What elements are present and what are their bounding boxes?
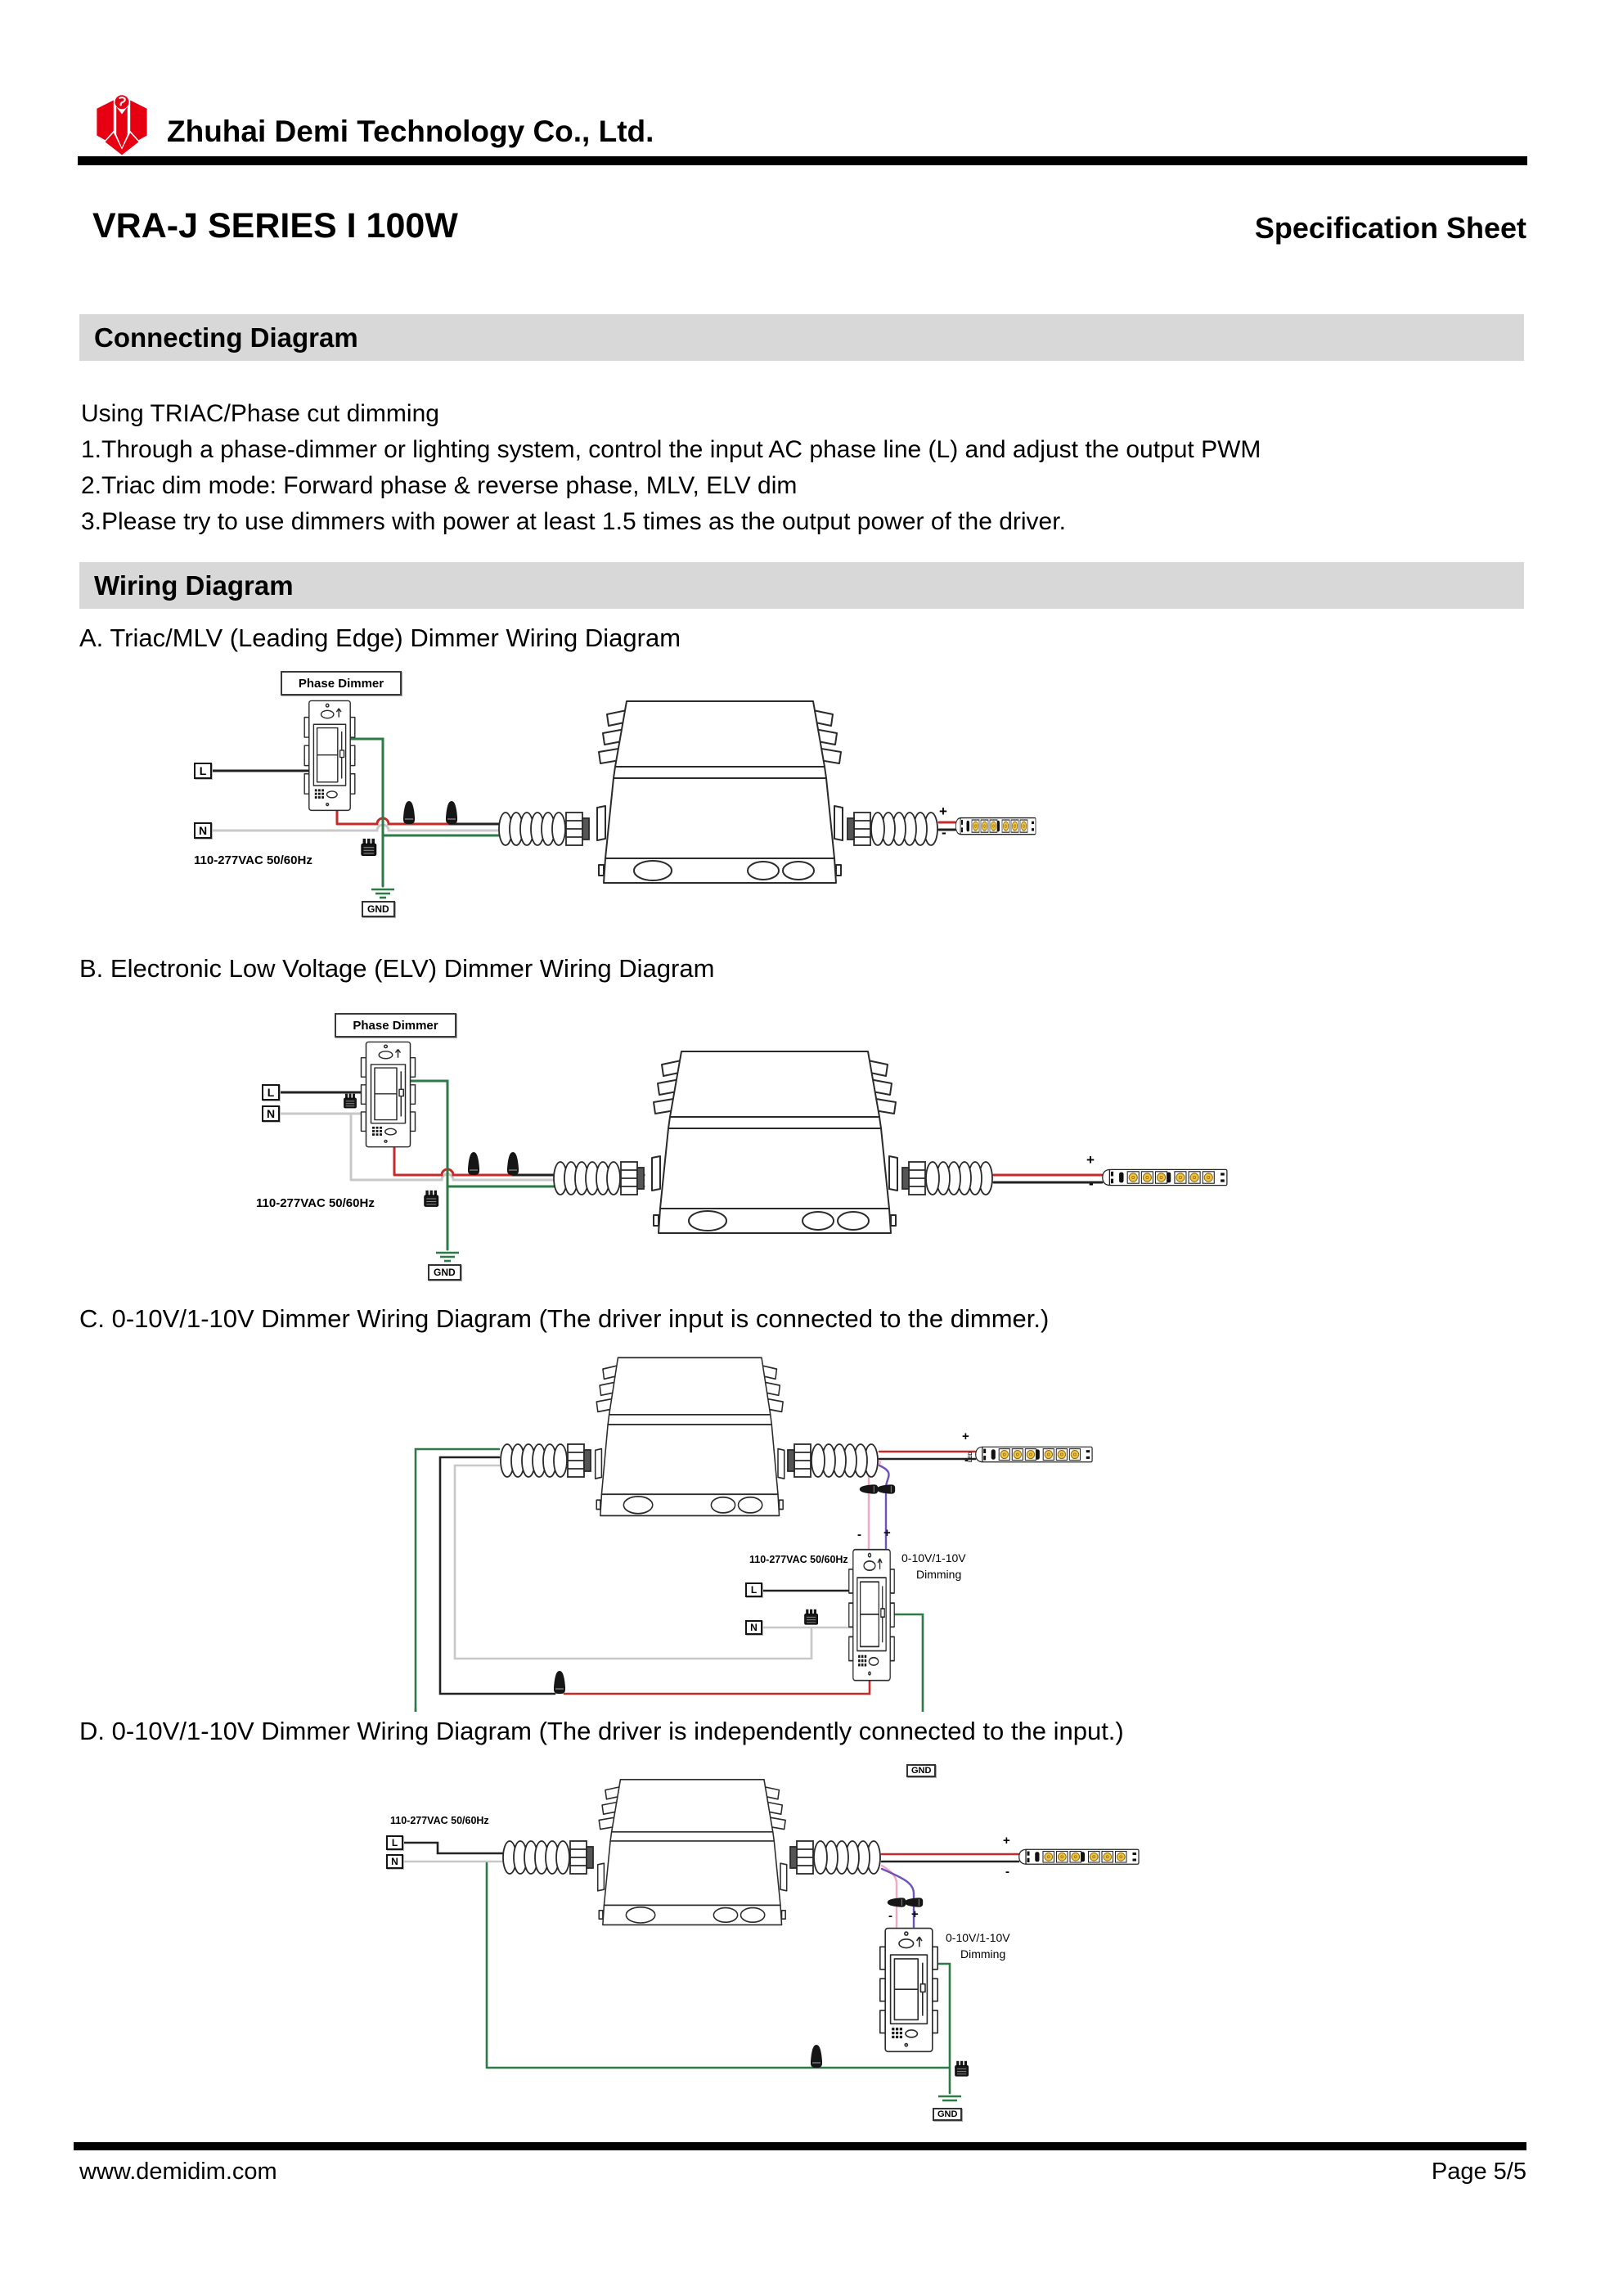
ground-connector — [362, 839, 376, 856]
wire-nut — [860, 1484, 878, 1493]
wire-live — [403, 1843, 503, 1853]
ground-symbol — [436, 1253, 459, 1261]
page-title: VRA-J SERIES I 100W — [92, 206, 458, 245]
ground-connector — [425, 1191, 438, 1207]
connecting-item-1: 1.Through a phase-dimmer or lighting system, control the input AC phase line (L) and adjust the output PWM — [81, 436, 1261, 463]
wire-nut — [507, 1152, 519, 1175]
dimming-type-label-line1: 0-10V/1-10V — [946, 1931, 1010, 1944]
wire-nut — [877, 1484, 895, 1493]
live-terminal-label: L — [262, 1084, 280, 1101]
input-connector — [805, 1609, 818, 1624]
neutral-terminal-label: N — [745, 1620, 762, 1635]
ground-symbol — [938, 2096, 961, 2103]
driver — [652, 1051, 897, 1233]
polarity-plus: + — [939, 804, 947, 819]
gnd-label: GND — [906, 1764, 936, 1777]
led-strip — [976, 1447, 1092, 1461]
conduit-right — [902, 1162, 992, 1195]
polarity-minus: - — [1005, 1865, 1009, 1879]
conduit-left — [501, 1444, 591, 1477]
section-wiring-diagram: Wiring Diagram — [79, 562, 1524, 609]
neutral-terminal-label: N — [386, 1854, 403, 1869]
input-voltage-label: 110-277VAC 50/60Hz — [749, 1554, 848, 1565]
wire-nut — [905, 1898, 923, 1907]
phase-dimmer-label: Phase Dimmer — [335, 1013, 456, 1038]
diagram-a-title: A. Triac/MLV (Leading Edge) Dimmer Wiring Diagram — [79, 624, 681, 652]
conduit-left — [554, 1162, 644, 1195]
dim-minus-label: - — [857, 1528, 861, 1542]
dim-plus-label: + — [883, 1526, 891, 1540]
polarity-plus: + — [962, 1429, 969, 1443]
company-name: Zhuhai Demi Technology Co., Ltd. — [167, 115, 654, 148]
phase-dimmer-label: Phase Dimmer — [281, 671, 402, 696]
wire-dimmed-hot — [337, 808, 450, 824]
conduit-left — [503, 1841, 593, 1874]
neutral-terminal-label: N — [262, 1105, 280, 1122]
diagram-b-title: B. Electronic Low Voltage (ELV) Dimmer Wiring Diagram — [79, 954, 715, 983]
wire-nut — [468, 1152, 479, 1175]
logo-shield-icon — [94, 93, 150, 155]
footer-website: www.demidim.com — [79, 2159, 277, 2185]
connecting-item-3: 3.Please try to use dimmers with power at least 1.5 times as the output power of the driver. — [81, 508, 1066, 535]
live-terminal-label: L — [386, 1835, 403, 1850]
driver — [597, 701, 843, 883]
connecting-intro: Using TRIAC/Phase cut dimming — [81, 400, 439, 427]
wire-nut — [446, 801, 457, 824]
dimming-type-label-line1: 0-10V/1-10V — [901, 1551, 966, 1564]
input-connector — [344, 1094, 357, 1108]
diagram-a — [74, 659, 1219, 941]
input-voltage-label: 110-277VAC 50/60Hz — [256, 1196, 375, 1210]
dim-plus-label: + — [911, 1907, 919, 1921]
wire-nut — [811, 2045, 822, 2068]
wire-ground-run — [416, 1614, 923, 1712]
diagram-c-title: C. 0-10V/1-10V Dimmer Wiring Diagram (The driver input is connected to the dimmer.) — [79, 1304, 1050, 1333]
gnd-label: GND — [428, 1264, 461, 1281]
neutral-terminal-label: N — [194, 822, 212, 839]
diagram-c-graphic — [74, 1342, 1252, 1712]
polarity-plus: + — [1003, 1834, 1010, 1848]
dim-minus-label: - — [888, 1909, 892, 1923]
diagram-d-graphic — [74, 1751, 1252, 2103]
wire-dimmed-hot — [564, 1681, 870, 1694]
polarity-plus: + — [1086, 1152, 1095, 1168]
conduit-right — [790, 1841, 880, 1874]
diagram-d — [74, 1751, 1252, 2119]
diagram-d-title: D. 0-10V/1-10V Dimmer Wiring Diagram (The driver is independently connected to the input.) — [79, 1717, 1124, 1745]
diagram-b-graphic — [74, 994, 1252, 1321]
wire-neutral — [212, 825, 505, 831]
polarity-minus: - — [942, 825, 946, 840]
footer-rule — [74, 2142, 1526, 2150]
dimmer — [304, 700, 355, 810]
wire-ground — [416, 1449, 499, 1712]
dimmer — [880, 1929, 937, 2052]
wire-dim-plus — [882, 1869, 914, 1927]
header-rule — [78, 156, 1527, 165]
polarity-minus: - — [964, 1453, 969, 1467]
conduit-left — [499, 813, 589, 845]
section-connecting-diagram: Connecting Diagram — [79, 314, 1524, 361]
dimmer — [362, 1042, 416, 1146]
led-strip — [1019, 1849, 1139, 1864]
ground-symbol — [371, 889, 394, 898]
wire-nut — [888, 1898, 906, 1907]
dimming-type-label-line2: Dimming — [960, 1947, 1006, 1961]
dimmer — [849, 1550, 894, 1681]
gnd-label: GND — [362, 901, 395, 917]
driver — [598, 1780, 787, 1925]
driver — [596, 1357, 785, 1515]
input-voltage-label: 110-277VAC 50/60Hz — [390, 1815, 489, 1826]
connecting-item-2: 2.Triac dim mode: Forward phase & reverse phase, MLV, ELV dim — [81, 472, 798, 499]
diagram-a-graphic — [74, 659, 1219, 941]
ground-connector — [955, 2061, 969, 2076]
led-strip-tag: LED — [968, 1452, 973, 1462]
led-strip — [956, 818, 1036, 835]
wire-dimmed-hot — [394, 1148, 513, 1175]
company-logo — [94, 93, 150, 155]
wire-nut — [554, 1671, 565, 1694]
dimming-type-label-line2: Dimming — [916, 1568, 962, 1581]
sheet-type-label: Specification Sheet — [1254, 211, 1526, 245]
led-strip — [1103, 1169, 1227, 1185]
gnd-label: GND — [933, 2108, 962, 2121]
wire-nut — [403, 801, 415, 824]
footer-page-number: Page 5/5 — [1431, 2159, 1526, 2185]
conduit-right — [847, 813, 937, 845]
diagram-b — [74, 994, 1252, 1321]
input-voltage-label: 110-277VAC 50/60Hz — [194, 853, 312, 867]
polarity-minus: - — [1089, 1176, 1094, 1191]
wire-ground — [350, 739, 505, 886]
live-terminal-label: L — [194, 763, 212, 779]
live-terminal-label: L — [745, 1582, 762, 1597]
conduit-right — [788, 1444, 878, 1477]
